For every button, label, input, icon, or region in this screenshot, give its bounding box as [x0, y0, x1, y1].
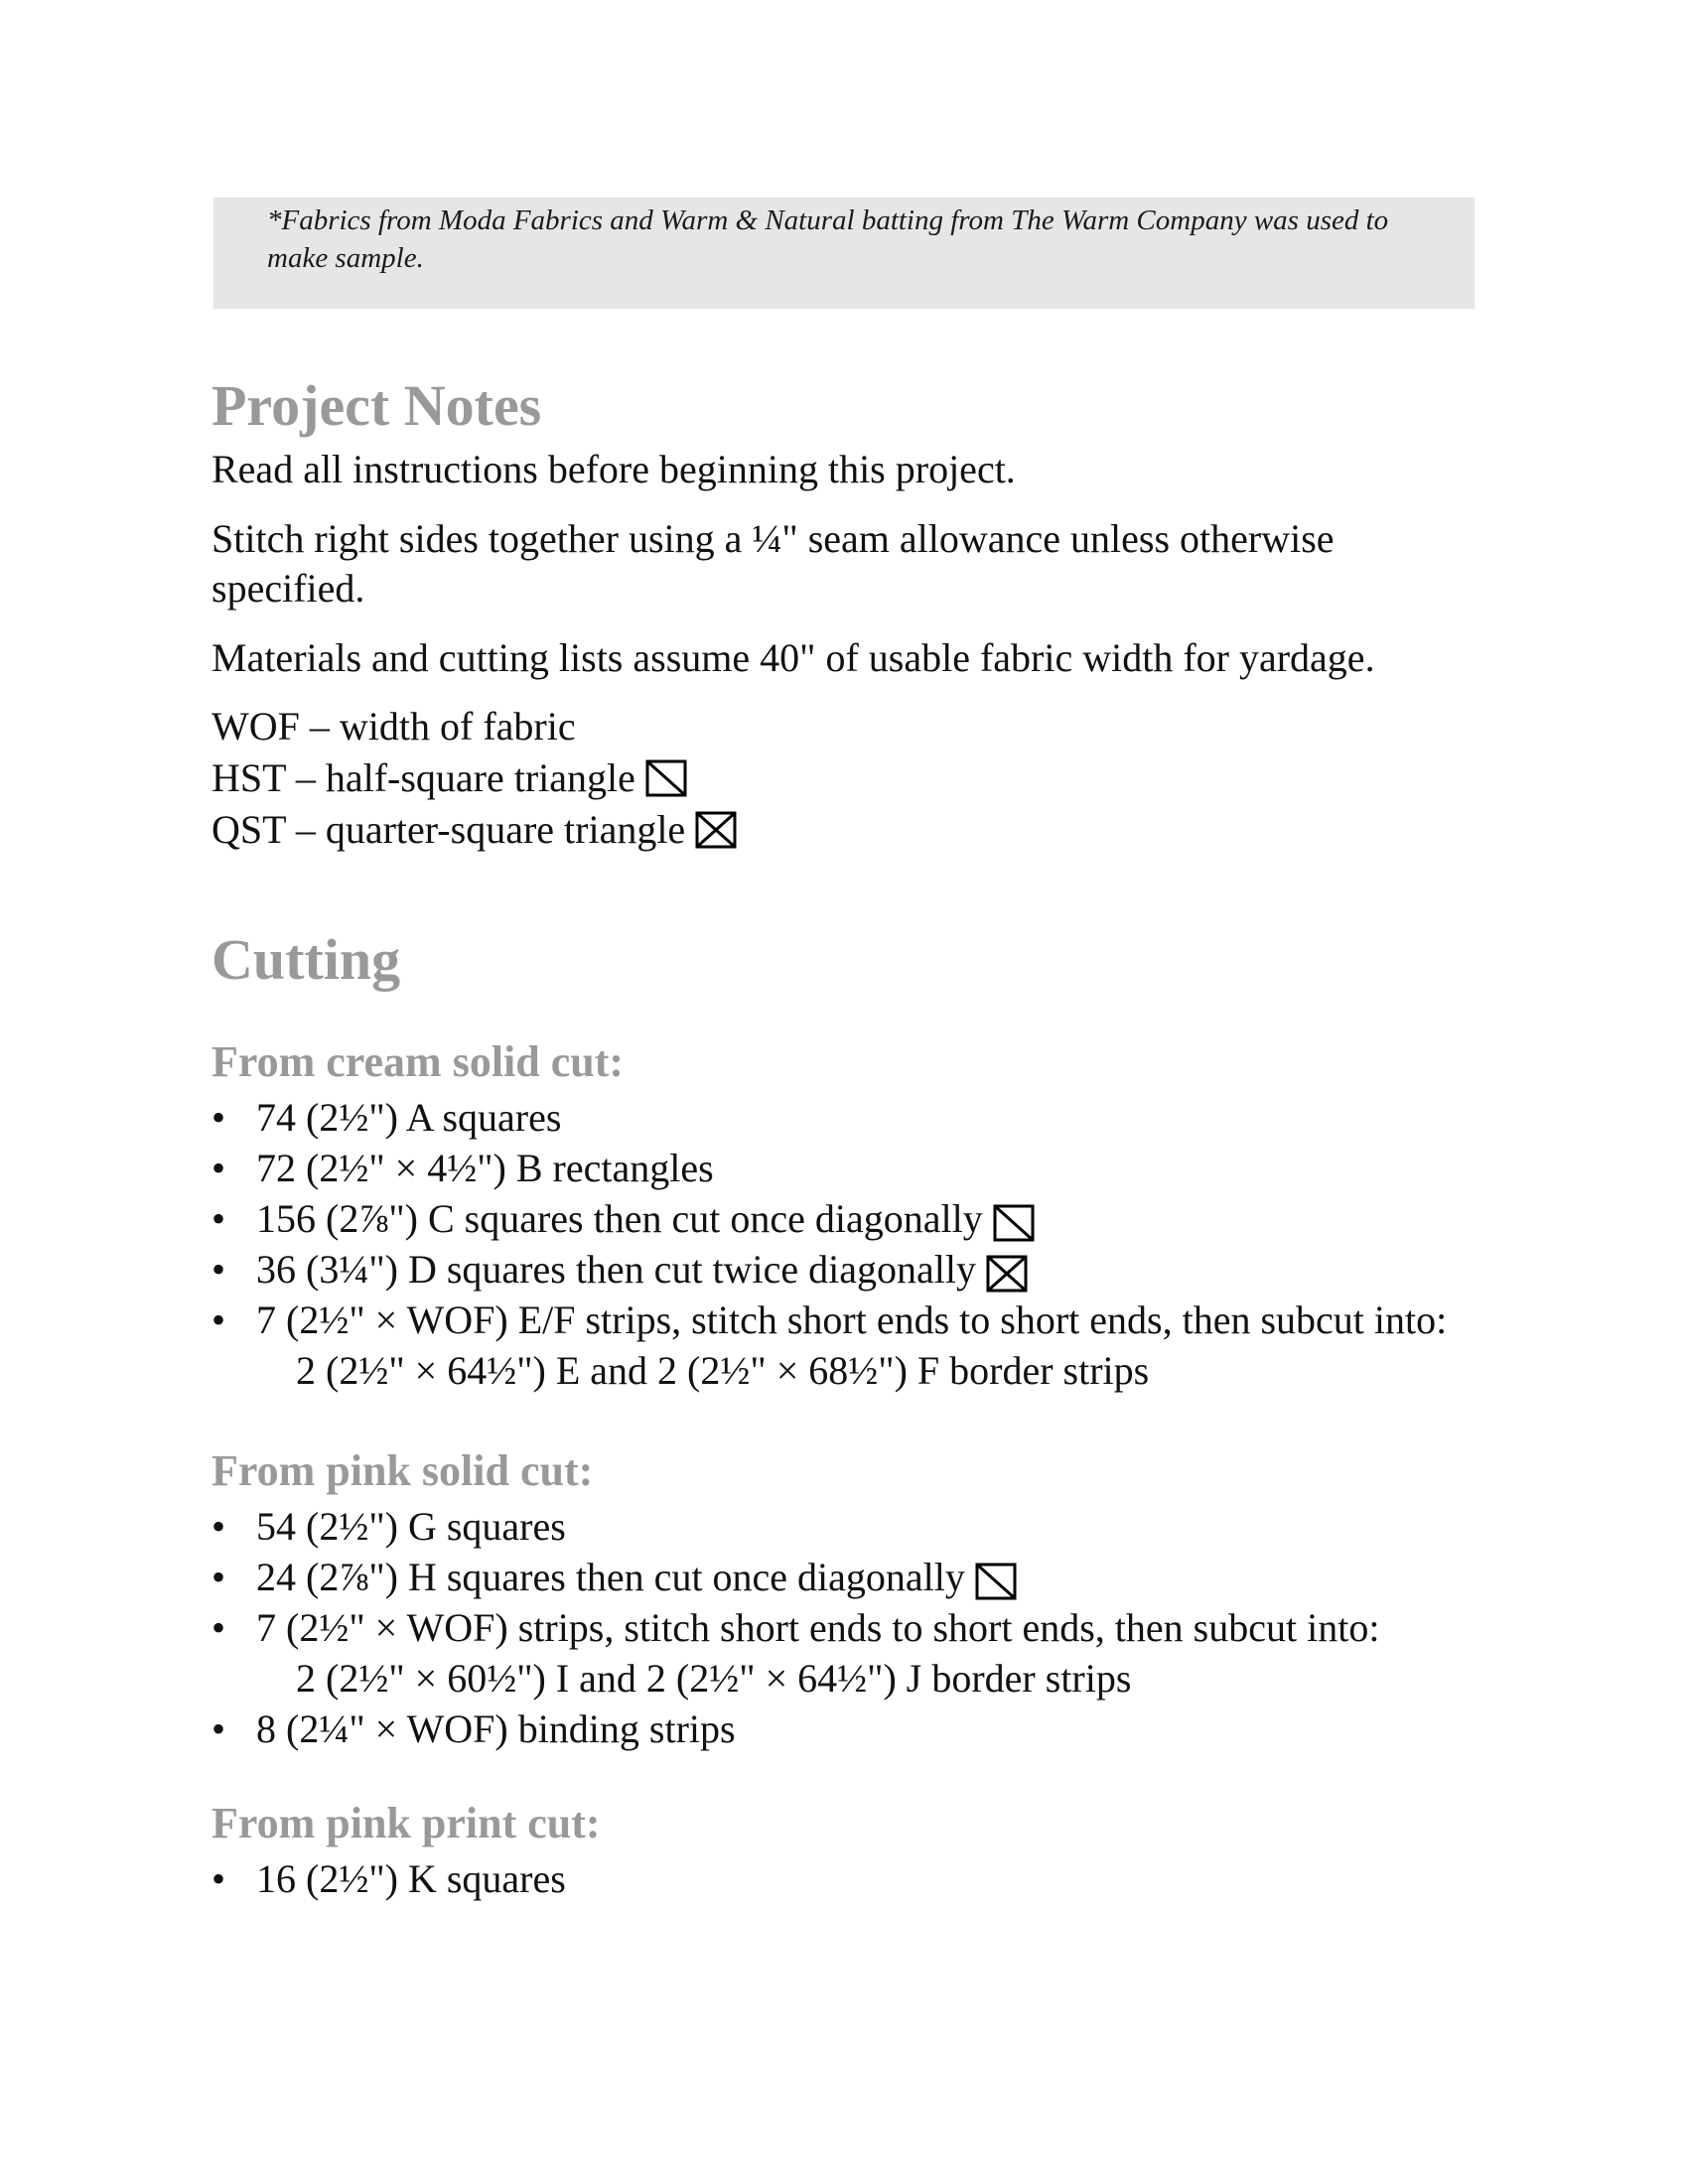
- list-item: • 7 (2½" × WOF) E/F strips, stitch short ends to short ends, then subcut into:: [211, 1295, 1468, 1345]
- list-item: • 8 (2¼" × WOF) binding strips: [211, 1704, 1492, 1754]
- notes-paragraph-read: Read all instructions before beginning this project.: [211, 447, 1016, 491]
- half-square-triangle-icon: [645, 759, 687, 797]
- list-item: • 74 (2½") A squares: [211, 1092, 1492, 1143]
- quarter-square-triangle-icon: [986, 1255, 1028, 1293]
- half-square-triangle-icon: [975, 1563, 1017, 1600]
- list-item: • 16 (2½") K squares: [211, 1853, 1492, 1904]
- list-subitem: 2 (2½" × 60½") I and 2 (2½" × 64½") J border strips: [296, 1656, 1132, 1701]
- bullet: •: [211, 1095, 226, 1140]
- project-notes-heading: Project Notes: [211, 373, 542, 438]
- abbreviation-qst-text: QST – quarter-square triangle: [211, 807, 686, 852]
- bullet: •: [211, 1856, 226, 1901]
- notes-paragraph-seam: Stitch right sides together using a ¼" seam allowance unless otherwise specified.: [211, 516, 1335, 611]
- list-item: • 24 (2⅞") H squares then cut once diagonally: [211, 1552, 1492, 1602]
- abbreviations-list: [211, 701, 1492, 856]
- bullet: •: [211, 1555, 226, 1599]
- notes-paragraph-width: Materials and cutting lists assume 40" of usable fabric width for yardage.: [211, 635, 1375, 680]
- list-subitem: 2 (2½" × 64½") E and 2 (2½" × 68½") F border strips: [296, 1348, 1150, 1393]
- bullet: •: [211, 1504, 226, 1549]
- sample-note: *Fabrics from Moda Fabrics and Warm & Natural batting from The Warm Company was used to make sample.: [267, 205, 1389, 274]
- abbreviation-qst: [211, 804, 1492, 856]
- cream-solid-list: [211, 1092, 1492, 1345]
- pink-solid-heading: From pink solid cut:: [211, 1446, 594, 1495]
- list-item: • 7 (2½" × WOF) strips, stitch short ends to short ends, then subcut into:: [211, 1602, 1537, 1653]
- cream-solid-heading: From cream solid cut:: [211, 1037, 625, 1086]
- content: [211, 373, 1492, 1904]
- abbreviation-wof-text: WOF – width of fabric: [211, 704, 576, 749]
- bullet: •: [211, 1247, 226, 1292]
- pink-print-heading: From pink print cut:: [211, 1799, 601, 1847]
- bullet: •: [211, 1605, 226, 1650]
- bullet: •: [211, 1146, 226, 1190]
- abbreviation-wof: [211, 701, 1492, 752]
- bullet: •: [211, 1706, 226, 1751]
- abbreviation-hst: [211, 752, 1492, 804]
- half-square-triangle-icon: [993, 1204, 1035, 1242]
- pink-print-list: [211, 1853, 1492, 1904]
- sample-note-box: [213, 198, 1475, 309]
- pink-solid-list-cont: [211, 1704, 1492, 1754]
- list-item: • 36 (3¼") D squares then cut twice diagonally: [211, 1244, 1492, 1295]
- cutting-heading: Cutting: [211, 927, 401, 992]
- bullet: •: [211, 1297, 226, 1342]
- pink-solid-list: [211, 1501, 1492, 1653]
- abbreviation-hst-text: HST – half-square triangle: [211, 755, 635, 800]
- bullet: •: [211, 1196, 226, 1241]
- list-item: • 156 (2⅞") C squares then cut once diagonally: [211, 1193, 1492, 1244]
- quarter-square-triangle-icon: [695, 811, 737, 849]
- list-item: • 72 (2½" × 4½") B rectangles: [211, 1143, 1492, 1193]
- list-item: • 54 (2½") G squares: [211, 1501, 1492, 1552]
